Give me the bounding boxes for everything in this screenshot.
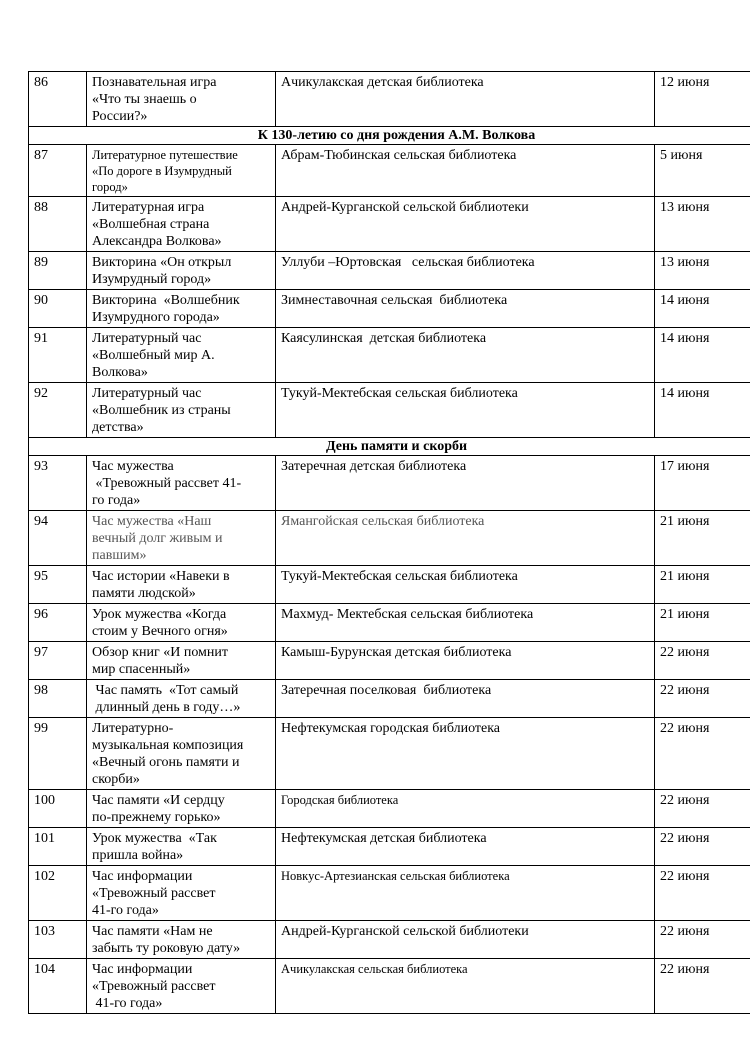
event-title-line: Литературный час: [92, 331, 202, 346]
event-title-line: длинный день в году…»: [92, 700, 241, 715]
event-title-line: Литературно-: [92, 721, 174, 736]
table-row: [29, 718, 750, 790]
table-row: [29, 197, 750, 252]
event-date: 21 июня: [655, 566, 750, 604]
event-title: [87, 252, 276, 290]
event-title: [87, 566, 276, 604]
library-name: Андрей-Курганской сельской библиотеки: [276, 197, 655, 252]
table-row: [29, 921, 750, 959]
event-title: [87, 197, 276, 252]
event-title: [87, 290, 276, 328]
event-title-line: пришла война»: [92, 848, 184, 863]
event-title: [87, 959, 276, 1014]
event-title-line: 41-го года»: [92, 996, 163, 1011]
library-name: Нефтекумская детская библиотека: [276, 828, 655, 866]
section-heading-row: [29, 438, 750, 456]
event-title: [87, 456, 276, 511]
event-title-line: 41-го года»: [92, 903, 159, 918]
library-name: Андрей-Курганской сельской библиотеки: [276, 921, 655, 959]
event-title-line: Час мужества: [92, 459, 174, 474]
event-title-line: стоим у Вечного огня»: [92, 624, 228, 639]
table-body: [29, 72, 750, 1014]
event-title-line: Урок мужества «Когда: [92, 607, 227, 622]
row-number: 95: [29, 566, 87, 604]
event-title: [87, 72, 276, 127]
event-title-line: памяти людской»: [92, 586, 196, 601]
event-title: [87, 866, 276, 921]
event-date: 13 июня: [655, 197, 750, 252]
event-date: 22 июня: [655, 921, 750, 959]
event-title-line: детства»: [92, 420, 144, 435]
event-title-line: «По дороге в Изумрудный: [92, 164, 232, 178]
event-title-line: забыть ту роковую дату»: [92, 941, 241, 956]
section-heading-row: [29, 127, 750, 145]
library-name: Новкус-Артезианская сельская библиотека: [276, 866, 655, 921]
event-date: 22 июня: [655, 642, 750, 680]
event-title-line: Час информации: [92, 869, 193, 884]
table-row: [29, 604, 750, 642]
library-name: Тукуй-Мектебская сельская библиотека: [276, 566, 655, 604]
event-title-line: павшим»: [92, 548, 147, 563]
event-date: 22 июня: [655, 866, 750, 921]
event-date: 21 июня: [655, 511, 750, 566]
row-number: 89: [29, 252, 87, 290]
event-title-line: Час истории «Навеки в: [92, 569, 230, 584]
event-date: 22 июня: [655, 680, 750, 718]
event-title-line: мир спасенный»: [92, 662, 191, 677]
event-title-line: город»: [92, 180, 128, 194]
event-title-line: музыкальная композиция: [92, 738, 244, 753]
row-number: 87: [29, 145, 87, 197]
table-row: [29, 959, 750, 1014]
event-date: 14 июня: [655, 328, 750, 383]
library-name: Уллуби –Юртовская сельская библиотека: [276, 252, 655, 290]
event-date: 12 июня: [655, 72, 750, 127]
table-row: [29, 642, 750, 680]
event-title-line: Александра Волкова»: [92, 234, 222, 249]
table-row: [29, 72, 750, 127]
row-number: 96: [29, 604, 87, 642]
event-title-line: «Волшебная страна: [92, 217, 210, 232]
library-name: Зимнеставочная сельская библиотека: [276, 290, 655, 328]
table-row: [29, 383, 750, 438]
event-date: 5 июня: [655, 145, 750, 197]
table-row: [29, 680, 750, 718]
library-name: Махмуд- Мектебская сельская библиотека: [276, 604, 655, 642]
library-name: Ачикулакская детская библиотека: [276, 72, 655, 127]
row-number: 101: [29, 828, 87, 866]
table-row: [29, 866, 750, 921]
event-title: [87, 604, 276, 642]
event-title: [87, 718, 276, 790]
row-number: 103: [29, 921, 87, 959]
event-date: 17 июня: [655, 456, 750, 511]
event-date: 22 июня: [655, 790, 750, 828]
event-title-line: Час память «Тот самый: [92, 683, 239, 698]
library-name: Ямангойская сельская библиотека: [276, 511, 655, 566]
event-title: [87, 328, 276, 383]
event-title-line: Викторина «Он открыл: [92, 255, 232, 270]
event-title-line: Познавательная игра: [92, 75, 217, 90]
event-date: 13 июня: [655, 252, 750, 290]
event-title-line: Обзор книг «И помнит: [92, 645, 229, 660]
row-number: 97: [29, 642, 87, 680]
event-title-line: Час памяти «И сердцу: [92, 793, 225, 808]
event-title: [87, 511, 276, 566]
table-row: [29, 252, 750, 290]
event-title-line: Час мужества «Наш: [92, 514, 212, 529]
library-name: Затеречная детская библиотека: [276, 456, 655, 511]
event-title-line: «Волшебный мир А.: [92, 348, 215, 363]
event-title: [87, 642, 276, 680]
event-title-line: Изумрудного города»: [92, 310, 220, 325]
event-schedule-table: [28, 71, 750, 1014]
library-name: Абрам-Тюбинская сельская библиотека: [276, 145, 655, 197]
row-number: 92: [29, 383, 87, 438]
event-title-line: России?»: [92, 109, 148, 124]
event-title-line: Час памяти «Нам не: [92, 924, 213, 939]
event-title-line: Час информации: [92, 962, 193, 977]
row-number: 99: [29, 718, 87, 790]
event-title-line: Волкова»: [92, 365, 148, 380]
row-number: 98: [29, 680, 87, 718]
event-title-line: Викторина «Волшебник: [92, 293, 240, 308]
event-title-line: Литературное путешествие: [92, 148, 238, 162]
event-title: [87, 145, 276, 197]
event-title-line: «Тревожный рассвет: [92, 979, 216, 994]
event-title-line: Урок мужества «Так: [92, 831, 217, 846]
event-title-line: по-прежнему горько»: [92, 810, 221, 825]
table-row: [29, 511, 750, 566]
event-title-line: «Тревожный рассвет: [92, 886, 216, 901]
event-title-line: «Вечный огонь памяти и: [92, 755, 240, 770]
table-row: [29, 790, 750, 828]
table-row: [29, 566, 750, 604]
section-heading: День памяти и скорби: [29, 438, 750, 456]
event-title-line: вечный долг живым и: [92, 531, 223, 546]
event-date: 22 июня: [655, 718, 750, 790]
library-name: Нефтекумская городская библиотека: [276, 718, 655, 790]
row-number: 102: [29, 866, 87, 921]
section-heading: К 130-летию со дня рождения А.М. Волкова: [29, 127, 750, 145]
event-title-line: го года»: [92, 493, 141, 508]
table-row: [29, 290, 750, 328]
event-title: [87, 383, 276, 438]
event-title-line: «Что ты знаешь о: [92, 92, 197, 107]
event-date: 14 июня: [655, 290, 750, 328]
event-title: [87, 790, 276, 828]
event-date: 14 июня: [655, 383, 750, 438]
library-name: Затеречная поселковая библиотека: [276, 680, 655, 718]
row-number: 91: [29, 328, 87, 383]
event-title: [87, 921, 276, 959]
event-title-line: «Тревожный рассвет 41-: [92, 476, 242, 491]
event-title-line: Литературная игра: [92, 200, 205, 215]
event-schedule-page: [28, 71, 720, 1014]
table-row: [29, 145, 750, 197]
library-name: Каясулинская детская библиотека: [276, 328, 655, 383]
event-title-line: Литературный час: [92, 386, 202, 401]
library-name: Ачикулакская сельская библиотека: [276, 959, 655, 1014]
event-title-line: скорби»: [92, 772, 140, 787]
event-date: 22 июня: [655, 959, 750, 1014]
row-number: 94: [29, 511, 87, 566]
row-number: 86: [29, 72, 87, 127]
library-name: Камыш-Бурунская детская библиотека: [276, 642, 655, 680]
row-number: 90: [29, 290, 87, 328]
row-number: 88: [29, 197, 87, 252]
event-date: 21 июня: [655, 604, 750, 642]
library-name: Тукуй-Мектебская сельская библиотека: [276, 383, 655, 438]
table-row: [29, 456, 750, 511]
table-row: [29, 328, 750, 383]
event-title-line: Изумрудный город»: [92, 272, 212, 287]
event-title: [87, 680, 276, 718]
event-date: 22 июня: [655, 828, 750, 866]
row-number: 100: [29, 790, 87, 828]
row-number: 104: [29, 959, 87, 1014]
event-title: [87, 828, 276, 866]
event-title-line: «Волшебник из страны: [92, 403, 231, 418]
row-number: 93: [29, 456, 87, 511]
table-row: [29, 828, 750, 866]
library-name: Городская библиотека: [276, 790, 655, 828]
